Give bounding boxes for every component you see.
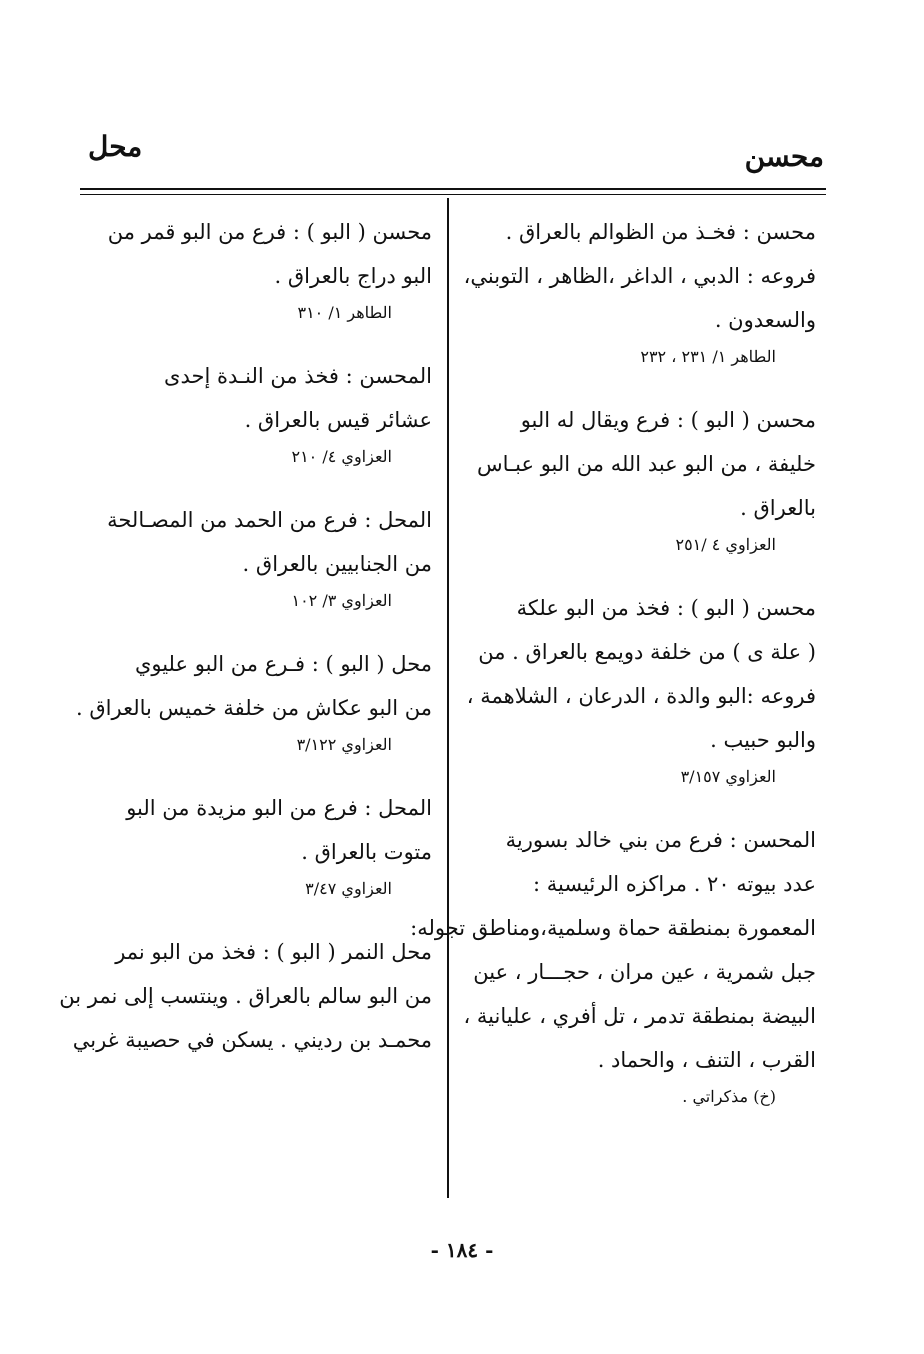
entry-line: عشائر قيس بالعراق . bbox=[244, 408, 432, 432]
entry bbox=[59, 930, 432, 1062]
entry-line: المحل : فرع من البو مزيدة من البو bbox=[126, 796, 432, 820]
entry-source: العزاوي ٣/ ١٠٢ bbox=[291, 591, 392, 610]
entry-source: العزاوي ٣/١٥٧ bbox=[680, 767, 776, 786]
entry-line: محل النمر ( البو ) : فخذ من البو نمر bbox=[115, 940, 432, 964]
entry-line: المحل : فرع من الحمد من المصـالحة bbox=[107, 508, 432, 532]
column-divider bbox=[447, 198, 449, 1198]
entry bbox=[82, 786, 432, 904]
entry-line: محل ( البو ) : فـرع من البو عليوي bbox=[134, 652, 432, 676]
entry-line: البيضة بمنطقة تدمر ، تل أفري ، عليانية ، bbox=[463, 1004, 816, 1028]
entry-source: العزاوي ٤ /٢٥١ bbox=[675, 535, 776, 554]
header-left-word: محل bbox=[88, 130, 143, 163]
entry-line: من الجنابيين بالعراق . bbox=[242, 552, 432, 576]
entry-line: من البو عكاش من خلفة خميس بالعراق . bbox=[76, 696, 432, 720]
entry bbox=[463, 210, 816, 372]
entry-line: محسن : فخـذ من الظوالم بالعراق . bbox=[505, 220, 816, 244]
entry-line: محمـد بن رديني . يسكن في حصيبة غربي bbox=[72, 1028, 432, 1052]
entry-line: خليفة ، من البو عبد الله من البو عبـاس bbox=[476, 452, 816, 476]
entry-source: (خ) مذكراتي . bbox=[682, 1087, 776, 1106]
entry-line: فروعه :البو والدة ، الدرعان ، الشلاهمة ، bbox=[466, 684, 816, 708]
entry-source: الطاهر ١/ ٣١٠ bbox=[297, 303, 392, 322]
entry-line: البو دراج بالعراق . bbox=[274, 264, 432, 288]
entry-line: محسن ( البو ) : فخذ من البو علكة bbox=[516, 596, 816, 620]
entry bbox=[82, 354, 432, 472]
entry-line: المعمورة بمنطقة حماة وسلمية،ومناطق تجوله: bbox=[410, 916, 816, 940]
entry bbox=[466, 586, 816, 792]
entry-line: فروعه : الدبي ، الداغر ،الظاهر ، التوبني، bbox=[463, 264, 816, 288]
entry-source: العزاوي ٤/ ٢١٠ bbox=[291, 447, 392, 466]
entry-line: والسعدون . bbox=[714, 308, 816, 332]
header-rule-thin bbox=[80, 194, 826, 195]
entry-line: والبو حبيب . bbox=[710, 728, 816, 752]
entry bbox=[410, 818, 816, 1112]
entry-line: ( علة ى ) من خلفة دويمع بالعراق . من bbox=[478, 640, 816, 664]
entry-line: القرب ، التنف ، والحماد . bbox=[597, 1048, 816, 1072]
entry bbox=[82, 498, 432, 616]
entry-source: العزاوي ٣/١٢٢ bbox=[296, 735, 392, 754]
entry-line: المحسن : فخذ من النـدة إحدى bbox=[164, 364, 432, 388]
header-right-word: محسن bbox=[744, 140, 824, 173]
left-column bbox=[59, 210, 432, 1062]
entry-line: متوت بالعراق . bbox=[301, 840, 432, 864]
entry bbox=[82, 210, 432, 328]
right-column bbox=[410, 210, 816, 1138]
entry-line: جبل شمرية ، عين مران ، حجـــار ، عين bbox=[473, 960, 816, 984]
page-number: - ١٨٤ - bbox=[430, 1238, 494, 1262]
entry-line: بالعراق . bbox=[740, 496, 816, 520]
entry bbox=[76, 642, 432, 760]
entry-line: محسن ( البو ) : فرع ويقال له البو bbox=[520, 408, 816, 432]
entry-line: المحسن : فرع من بني خالد بسورية bbox=[505, 828, 816, 852]
header-rule bbox=[80, 188, 826, 190]
entry-line: محسن ( البو ) : فرع من البو قمر من bbox=[107, 220, 432, 244]
entry-source: الطاهر ١/ ٢٣١ ، ٢٣٢ bbox=[640, 347, 776, 366]
entry-line: من البو سالم بالعراق . وينتسب إلى نمر بن bbox=[59, 984, 432, 1008]
entry bbox=[466, 398, 816, 560]
entry-line: عدد بيوته ٢٠ . مراكزه الرئيسية : bbox=[533, 872, 816, 896]
entry-source: العزاوي ٣/٤٧ bbox=[305, 879, 392, 898]
